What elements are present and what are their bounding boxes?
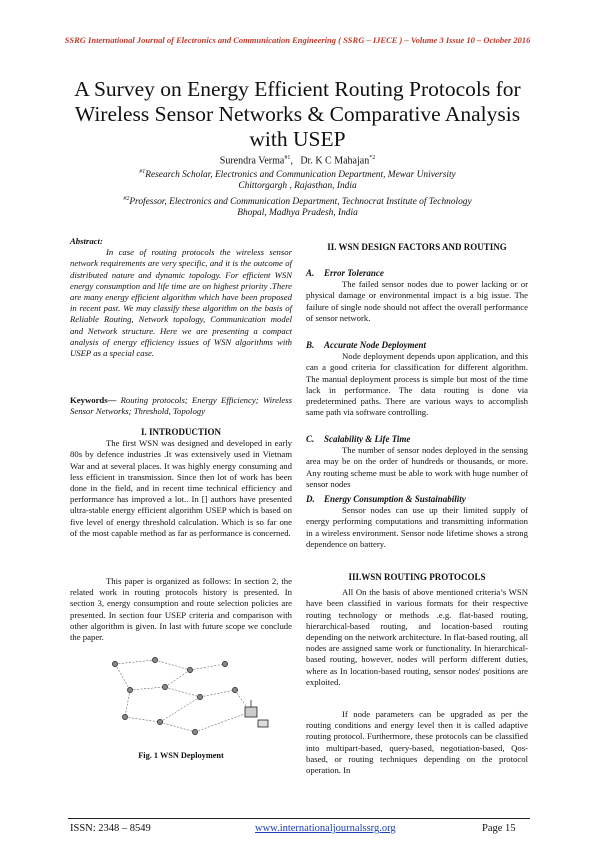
keywords-label: Keywords— [70,395,117,405]
paragraph: All On the basis of above mentioned criteria’s WSN have been classified in various formats for their respective routing technology or methods .e.g. flat-based routing, hierarchical-based routing, and location-based routing depending on the network architecture. In flat-based routing, all nodes are assigned same work or functionality. In hierarchical-based routing, however, nodes will perform different duties, where as In location-based routing, sensor nodes' positions are exploited. [306,587,528,687]
subsection-title: Accurate Node Deployment [324,340,426,350]
affiliation-marker: #2 [123,196,130,202]
footer-url-link[interactable]: www.internationaljournalssrg.org [255,823,396,834]
footer-rule [68,818,530,819]
affiliation-text: Bhopal, Madhya Pradesh, India [237,208,358,219]
abstract-text: In case of routing protocols the wireless sensor network requirements are very specific, and it is the outcome of distributed nature and dynamic topology. For efficient WSN energy consumption and life time are on highest priority .There are many energy efficient algorithm which have been proposed in recent past. We may classify these algorithm on the basis of Reliable Routing, Network topology, Communication model and Network structure. Here we are presenting a compact analysis of energy efficiency issues of WSN algorithms with USEP as a special case. [70,247,292,359]
affiliation-2 [40,194,555,220]
section-heading: I. INTRODUCTION [140,427,221,437]
author-marker: #1 [284,155,291,161]
subsection-title: Energy Consumption & Sustainability [324,494,466,504]
section-3 [306,572,528,688]
journal-header: SSRG International Journal of Electronics and Communication Engineering ( SSRG – IJECE ) – Volume 3 Issue 10 – October 2016 [64,35,531,45]
section-1 [70,427,292,539]
footer-issn: ISSN: 2348 – 8549 [70,823,151,834]
keywords-text: Routing protocols; Energy Efficiency; Wireless Sensor Networks; Threshold, Topology [70,395,292,417]
abstract-block: Abstract: In case of routing protocols the wireless sensor network requirements are very specific, and it is the outcome of distributed nature and dynamic topology. For efficient WSN energy consumption and life time are on highest priority .There are many energy efficient algorithm which have been proposed in recent past. We may classify these algorithm on the basis of Reliable Routing, Network topology, Communication model and Network structure. Here we are presenting a compact analysis of energy efficiency issues of WSN algorithms with USEP as a special case. [70,236,292,359]
author-line: Surendra Verma$^{\#1}$, Dr. K C Mahajan$^{*2}$ [219,155,376,167]
paragraph: The first WSN was designed and developed in early 80s by defence industries .It was extensively used in Vietnam War and at several places. It was highly energy consuming and less efficient in transmission. Since then lot of work has been done in the field, and in recent time technical efficiency and performance has improved a lot.. In [] authors have presented ultra-stable energy efficient algorithm USEP which is based on five level of energy threshold calculation. Which is so far one of the most capable method as far as performance is concerned. [70,438,292,538]
keywords-block [70,395,292,417]
section-heading: II. WSN DESIGN FACTORS AND ROUTING [327,242,507,252]
subsection-title: Scalability & Life Time [324,434,411,444]
paragraph: The failed sensor nodes due to power lacking or or physical damage or environmental impact is a big issue. The failure of single node should not affect the overall performance of sensor network. [306,279,528,323]
section-2 [306,242,528,253]
subsection-label: C. [306,434,315,444]
affiliation-marker: #1 [139,169,146,175]
affiliation-text: Chittorgargh , Rajasthan, India [238,181,357,192]
figure-wsn-deployment [95,652,275,744]
abstract-label: Abstract [70,236,100,246]
subsection-a [306,268,528,324]
paragraph: This paper is organized as follows: In section 2, the related work in routing protocols history is presented. In section 3, energy consumption and route selection policies are presented. In section four USEP criteria and comparison with other algorithm is given. In last with future scope we conclude the paper. [70,576,292,643]
affiliation-text: Research Scholar, Electronics and Communication Department, Mewar University [145,170,456,181]
subsection-title: Error Tolerance [324,268,384,278]
subsection-b [306,340,528,418]
wsn-diagram [95,652,275,744]
section-heading: III.WSN ROUTING PROTOCOLS [348,572,486,582]
author-name: Surendra Verma [219,155,285,167]
subsection-c [306,434,528,490]
paragraph: If node parameters can be upgraded as per the routing conditions and energy level then it is called adaptive routing protocol. Furthermore, these protocols can be classified into multipart-based, query-based, negotiation-based, Qos-based, or routing techniques depending on the protocol operation. In [306,709,528,776]
figure-caption: Fig. 1 WSN Deployment [138,751,224,760]
footer-page-number: Page 15 [482,823,516,834]
paragraph: Node deployment depends upon application, and this can a good criteria for classification for different algorithm. The manual deployment process is simple but most of the time lack in performance. The data routing is done via predetermined paths. There are various ways to accomplish same path via software controlling. [306,351,528,418]
subsection-label: A. [306,268,315,278]
author-name: Dr. K C Mahajan [300,155,370,167]
paragraph: Sensor nodes can use up their limited supply of energy performing computations and transmitting information in a wireless environment. Sensor node lifetime shows a strong dependence on battery. [306,505,528,549]
subsection-d [306,494,528,550]
subsection-label: D. [306,494,315,504]
subsection-label: B. [306,340,315,350]
paragraph: The number of sensor nodes deployed in the sensing area may be on the order of hundreds or thousands, or more. Any routing scheme must be able to work with huge number of sensor nodes [306,445,528,489]
affiliation-text: Professor, Electronics and Communication Department, Technocrat Institute of Technology [129,197,472,208]
section-3-para2 [306,709,528,776]
author-marker: *2 [369,155,376,161]
paper-title: A Survey on Energy Efficient Routing Protocols for Wireless Sensor Networks & Comparative Analysis with USEP [74,77,521,151]
section-1-para2 [70,576,292,643]
affiliation-1 [40,167,555,193]
